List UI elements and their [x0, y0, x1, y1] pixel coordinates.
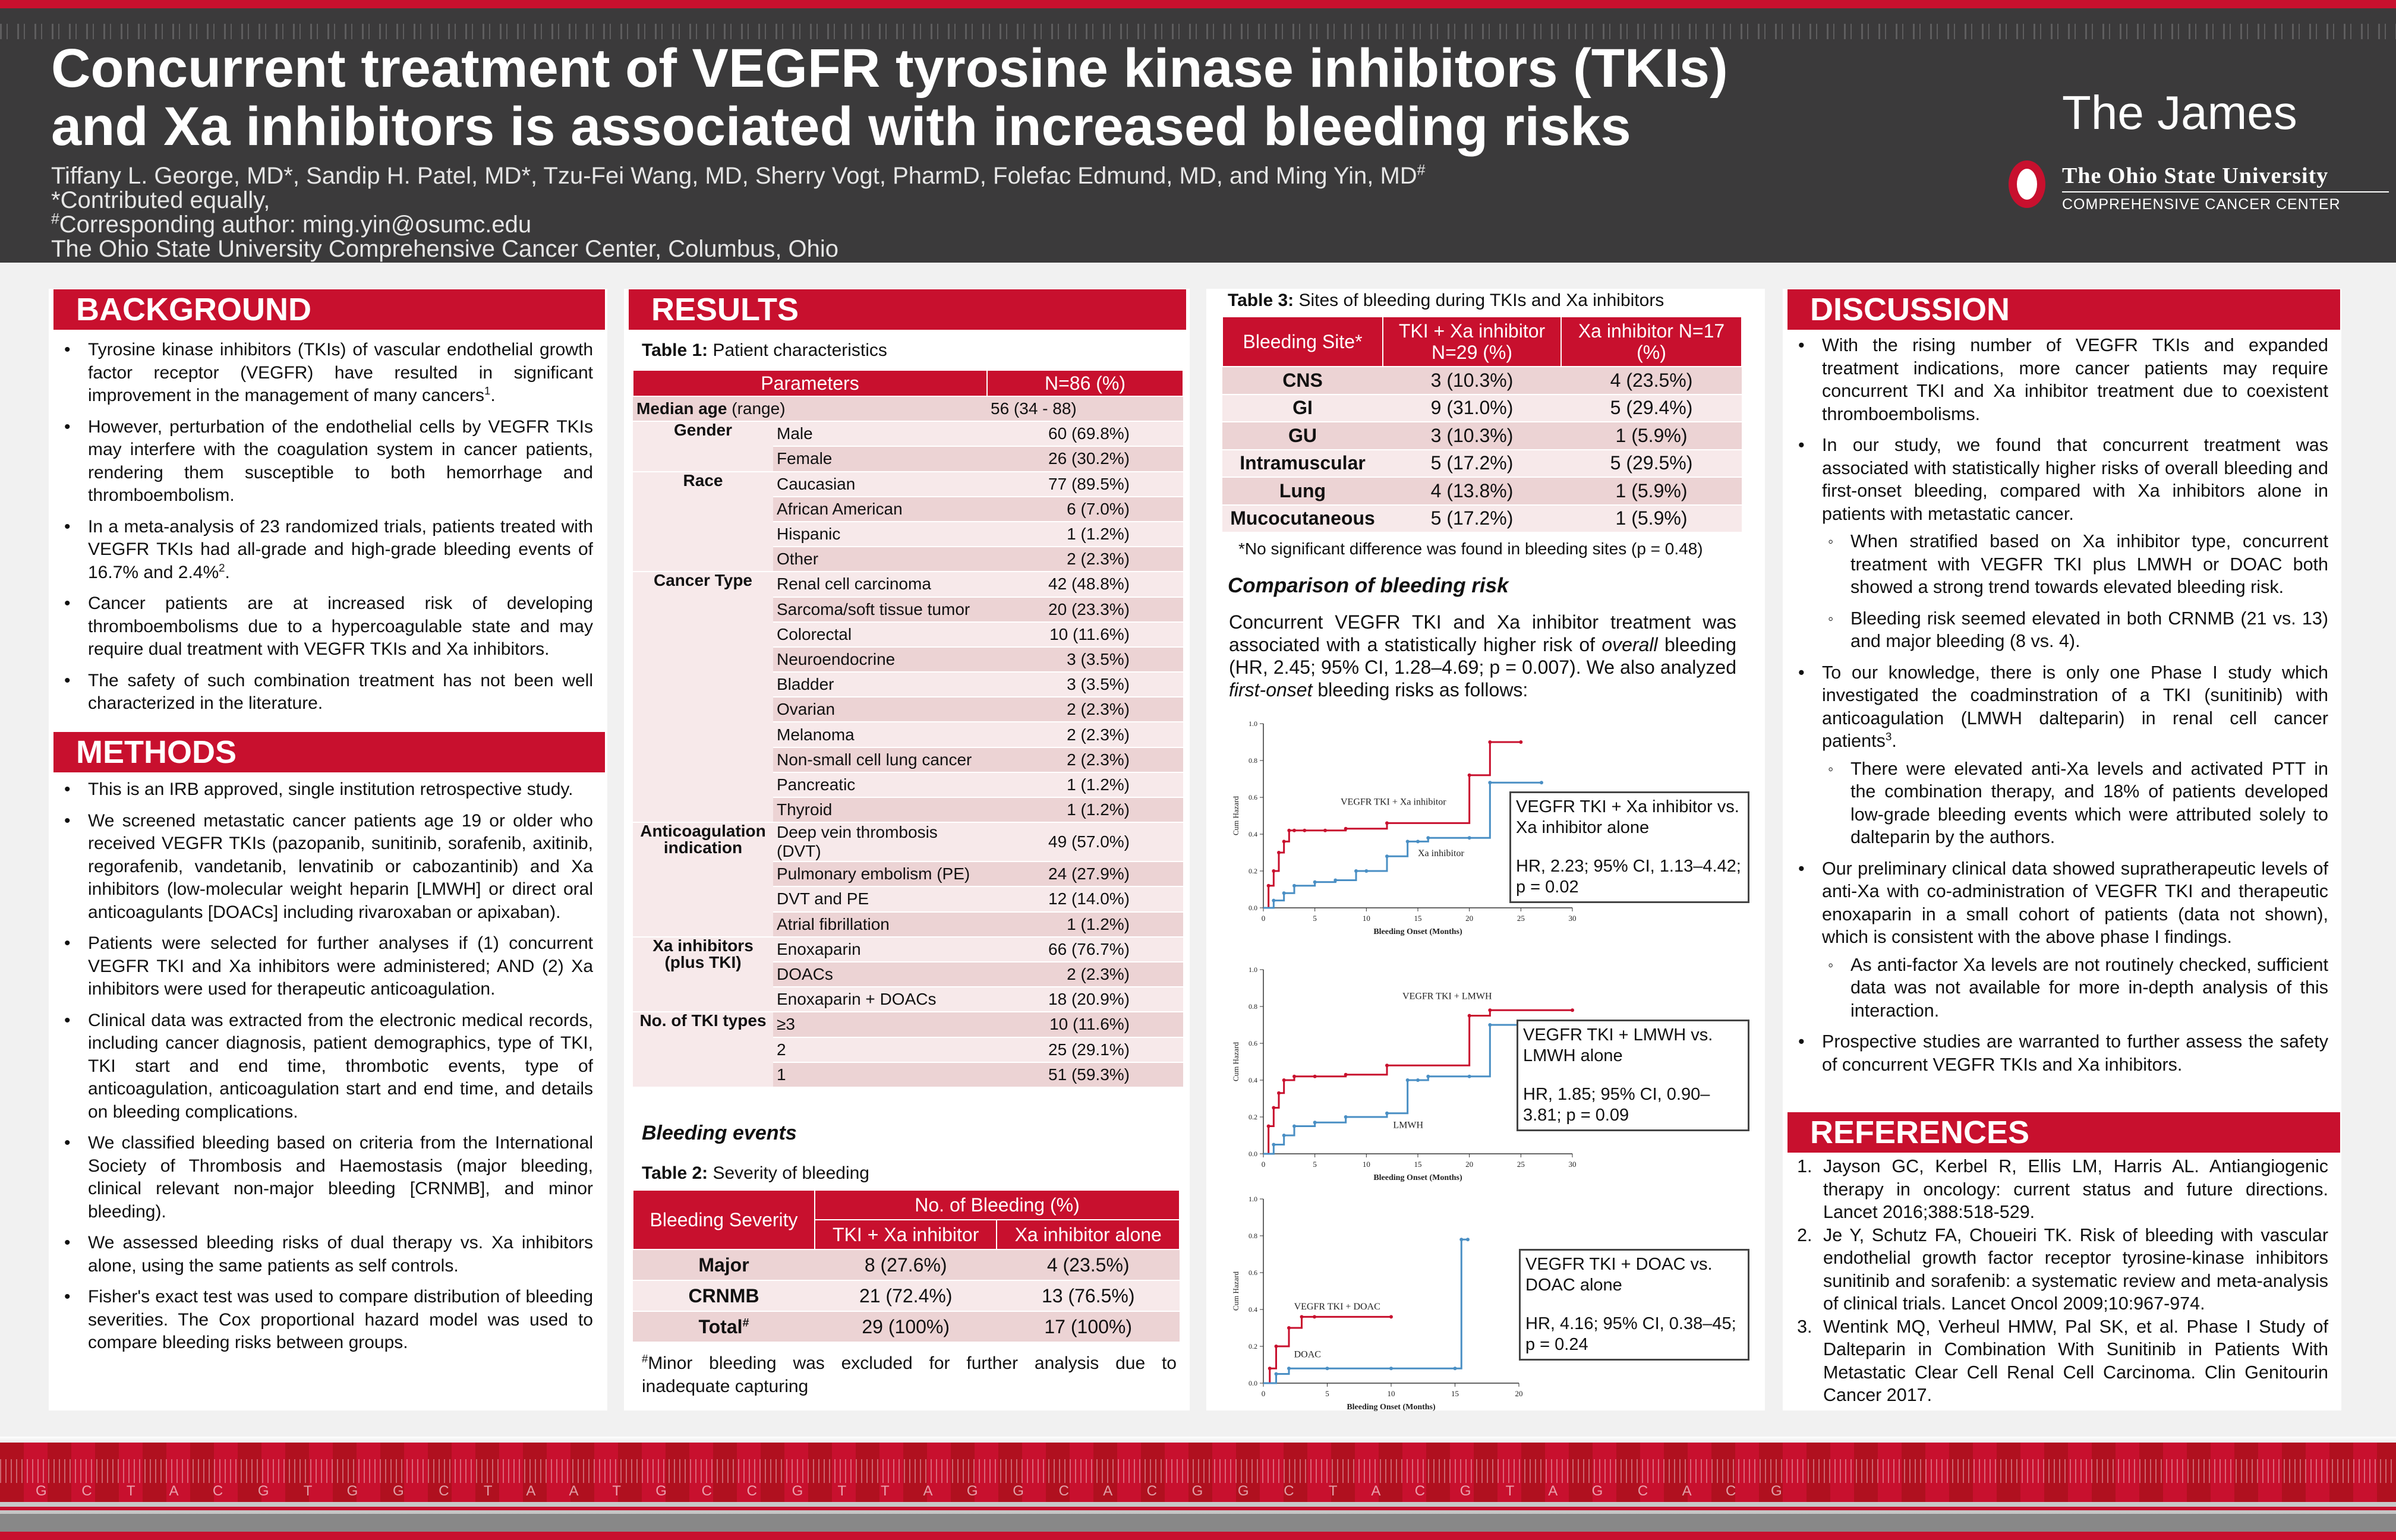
site-value: 1 (5.9%): [1561, 422, 1742, 450]
row-value: 6 (7.0%): [987, 497, 1183, 522]
contrib-note: *Contributed equally,: [51, 187, 270, 213]
series-point: [1488, 781, 1492, 784]
row-value: 3 (3.5%): [987, 647, 1183, 672]
series-point: [1275, 1372, 1278, 1376]
table-row: Major 8 (27.6%) 4 (23.5%): [633, 1249, 1180, 1280]
reference-item: 2. Je Y, Schutz FA, Choueiri TK. Risk of bleeding with vascular endothelial growth factor receptor tyrosine-kinase inhibitors sunitinib and sorafenib: a systematic review and meta-analysis of clinical trials. Lancet Oncol 2009;10:967-974.: [1817, 1224, 2328, 1315]
bleeding-site: Lung: [1222, 477, 1383, 505]
row-value: 20 (23.3%): [987, 597, 1183, 622]
series-label: VEGFR TKI + LMWH: [1402, 991, 1492, 1002]
row-value: 25 (29.1%): [987, 1037, 1183, 1062]
series-point: [1282, 840, 1286, 843]
table-row: [633, 822, 1183, 861]
x-tick-label: 10: [1362, 914, 1370, 923]
y-tick-label: 0.6: [1249, 1039, 1257, 1047]
series-point: [1267, 884, 1270, 888]
series-point: [1313, 1121, 1317, 1124]
x-tick-label: 15: [1414, 1160, 1422, 1169]
row-item: Neuroendocrine: [773, 647, 987, 672]
row-item: African American: [773, 497, 987, 522]
background-bullet: • However, perturbation of the endothelial cells by VEGFR TKIs may interfere with the coagulation system in cancer patients, rendering them susceptible to both hemorrhage and thromboembolism.: [53, 416, 593, 507]
logo-center: COMPREHENSIVE CANCER CENTER: [2062, 196, 2341, 213]
y-tick-label: 0.6: [1249, 793, 1257, 801]
series-point: [1272, 1106, 1275, 1110]
row-group-label: Cancer Type: [633, 572, 773, 822]
series-point: [1416, 840, 1420, 843]
series-point: [1277, 851, 1281, 854]
row-item: Deep vein thrombosis (DVT): [773, 822, 987, 861]
y-tick-label: 0.8: [1249, 756, 1257, 765]
footer-grey-band: [0, 1514, 2396, 1532]
series-point: [1468, 1075, 1471, 1078]
table-row: [1222, 477, 1742, 505]
row-value: 1 (1.2%): [987, 797, 1183, 822]
author-block: [51, 164, 1953, 261]
series-label: LMWH: [1393, 1120, 1424, 1131]
series-label: VEGFR TKI + DOAC: [1294, 1302, 1380, 1312]
table-row: [633, 472, 1183, 497]
methods-bullet: • This is an IRB approved, single institution retrospective study.: [53, 778, 593, 801]
bleeding-severity-table: [632, 1189, 1180, 1343]
block-o-icon: [2009, 160, 2045, 208]
series-point: [1303, 829, 1306, 832]
x-tick-label: 20: [1465, 1160, 1474, 1169]
series-point: [1354, 869, 1358, 873]
table1-caption: Table 1: Patient characteristics: [642, 340, 887, 360]
row-value: 12 (14.0%): [987, 886, 1183, 911]
table-row: Total# 29 (100%) 17 (100%): [633, 1311, 1180, 1342]
top-accent-bar: [0, 0, 2396, 8]
row-value: 2 (2.3%): [987, 547, 1183, 572]
background-body: [53, 339, 593, 724]
series-point: [1571, 1008, 1574, 1012]
background-bullet: • Cancer patients are at increased risk of developing thromboembolisms due to a hypercoagulable state and may require dual treatment with VEGFR TKIs and Xa inhibitors.: [53, 592, 593, 661]
hr-box-tki-xa: VEGFR TKI + Xa inhibitor vs. Xa inhibitor alone HR, 2.23; 95% CI, 1.13–4.42; p = 0.02: [1509, 791, 1749, 903]
series-point: [1385, 821, 1389, 825]
series-point: [1540, 781, 1543, 784]
row-value: 66 (76.7%): [987, 937, 1183, 962]
row-group-label: Anticoagulation indication: [633, 822, 773, 937]
table2-caption: Table 2: Severity of bleeding: [642, 1163, 869, 1183]
y-tick-label: 1.0: [1249, 965, 1257, 974]
hr-box-tki-lmwh: VEGFR TKI + LMWH vs. LMWH alone HR, 1.85; 95% CI, 0.90–3.81; p = 0.09: [1517, 1020, 1749, 1131]
row-item: 2: [773, 1037, 987, 1062]
footer-bottom-bar: [0, 1532, 2396, 1540]
series-point: [1287, 829, 1291, 832]
series-point: [1268, 1367, 1272, 1370]
table3-note: *No significant difference was found in bleeding sites (p = 0.48): [1238, 539, 1703, 558]
y-tick-label: 0.2: [1249, 867, 1257, 875]
site-value: 3 (10.3%): [1383, 422, 1561, 450]
series-point: [1385, 854, 1389, 858]
references-heading: REFERENCES: [1787, 1112, 2340, 1153]
series-point: [1313, 1075, 1317, 1078]
x-tick-label: 5: [1313, 914, 1317, 923]
discussion-subbullet: ◦ There were elevated anti-Xa levels and activated PTT in the combination therapy, and 18% of patients developed low-grade bleeding events which were attributed solely to dalteparin by the authors.: [1822, 758, 2328, 849]
row-item: Other: [773, 547, 987, 572]
row-item: Thyroid: [773, 797, 987, 822]
row-item: DVT and PE: [773, 886, 987, 911]
row-value: 1 (1.2%): [987, 522, 1183, 547]
series-point: [1333, 879, 1337, 882]
logo-rule: [2062, 191, 2389, 192]
row-value: 42 (48.8%): [987, 572, 1183, 597]
table2-header-no: No. of Bleeding (%): [815, 1190, 1180, 1220]
series-point: [1300, 1315, 1304, 1318]
series-label: VEGFR TKI + Xa inhibitor: [1341, 797, 1446, 807]
series-point: [1488, 1023, 1492, 1027]
table-row: [1222, 505, 1742, 533]
series-point: [1282, 891, 1286, 895]
discussion-bullet: • With the rising number of VEGFR TKIs and expanded treatment indications, more cancer patients may require concurrent TKI and Xa inhibitor treatment due to coexistent thromboembolisms.: [1787, 334, 2328, 425]
hr-box-tki-doac: VEGFR TKI + DOAC vs. DOAC alone HR, 4.16; 95% CI, 0.38–45; p = 0.24: [1519, 1249, 1749, 1361]
discussion-subbullet: ◦ When stratified based on Xa inhibitor type, concurrent treatment with VEGFR TKI plus LMWH or DOAC both showed a strong trend towards elevated bleeding risk.: [1822, 530, 2328, 599]
row-value: 2 (2.3%): [987, 697, 1183, 722]
row-item: ≥3: [773, 1012, 987, 1037]
results-heading: RESULTS: [629, 289, 1186, 330]
x-tick-label: 0: [1261, 1160, 1266, 1169]
header-pattern: [0, 24, 2396, 39]
site-value: 5 (17.2%): [1383, 450, 1561, 478]
site-value: 1 (5.9%): [1561, 477, 1742, 505]
row-item: Enoxaparin: [773, 937, 987, 962]
series-point: [1277, 1091, 1281, 1095]
bleeding-site: Intramuscular: [1222, 450, 1383, 478]
series-point: [1282, 1078, 1286, 1082]
discussion-body: [1787, 334, 2328, 1084]
site-value: 5 (29.5%): [1561, 450, 1742, 478]
row-value: 49 (57.0%): [987, 822, 1183, 861]
row-item: Pancreatic: [773, 772, 987, 797]
logo-brand: The James: [2062, 86, 2297, 139]
row-item: DOACs: [773, 962, 987, 987]
series-point: [1344, 1115, 1348, 1119]
table-row: [633, 937, 1183, 962]
footer-rule: [0, 1507, 2396, 1510]
y-tick-label: 0.2: [1249, 1342, 1257, 1350]
series-point: [1344, 827, 1348, 831]
y-axis-label: Cum Hazard: [1231, 1042, 1240, 1082]
row-item: Atrial fibrillation: [773, 912, 987, 937]
series-point: [1468, 774, 1471, 777]
series-point: [1519, 740, 1522, 744]
series-point: [1459, 1238, 1463, 1241]
discussion-subbullet: ◦ Bleeding risk seemed elevated in both CRNMB (21 vs. 13) and major bleeding (8 vs. 4).: [1822, 607, 2328, 653]
discussion-bullet: • In our study, we found that concurrent treatment was associated with statistically higher risks of overall bleeding and first-onset bleeding, compared with Xa inhibitors alone in patients with metastatic cancer. ◦ When stratified based on Xa inhibitor type, concurrent treatment with VEGFR TKI plus LMWH or DOAC both showed a strong trend towards elevated bleeding risk. ◦ Bleeding risk seemed elevated in both CRNMB (21 vs. 13) and major bleeding (8 vs. 4).: [1787, 434, 2328, 653]
row-item: 1: [773, 1062, 987, 1087]
methods-bullet: • Patients were selected for further analyses if (1) concurrent VEGFR TKI and Xa inhibitors were administered; AND (2) Xa inhibitors were used for therapeutic anticoagulation.: [53, 932, 593, 1001]
x-tick-label: 20: [1515, 1389, 1523, 1398]
x-tick-label: 0: [1261, 1389, 1266, 1398]
poster-title: [51, 39, 1953, 156]
methods-bullet: • Fisher's exact test was used to compare distribution of bleeding severities. The Cox proportional hazard model was used to compare bleeding risks between groups.: [53, 1286, 593, 1355]
table1-header-parameters: Parameters: [633, 370, 987, 396]
table3-header-site: Bleeding Site*: [1222, 317, 1383, 367]
row-item: Hispanic: [773, 522, 987, 547]
row-item: Caucasian: [773, 472, 987, 497]
x-tick-label: 10: [1387, 1389, 1395, 1398]
comparison-text: Concurrent VEGFR TKI and Xa inhibitor treatment was associated with a statistically higher risk of overall bleeding (HR, 2.45; 95% CI, 1.28–4.69; p = 0.007). We also analyzed first-onset bleeding risks as follows:: [1229, 611, 1737, 700]
x-tick-label: 10: [1362, 1160, 1370, 1169]
row-value: 24 (27.9%): [987, 861, 1183, 886]
bleeding-site: CNS: [1222, 367, 1383, 395]
x-axis-label: Bleeding Onset (Months): [1373, 1173, 1462, 1182]
bleeding-site: GI: [1222, 395, 1383, 422]
references-body: [1793, 1155, 2328, 1407]
row-item: Female: [773, 446, 987, 471]
row-value: 1 (1.2%): [987, 772, 1183, 797]
y-axis-label: Cum Hazard: [1231, 1271, 1240, 1311]
x-tick-label: 30: [1568, 914, 1577, 923]
series-point: [1406, 840, 1410, 843]
comparison-heading: Comparison of bleeding risk: [1228, 574, 1509, 597]
series-point: [1272, 869, 1275, 873]
row-value: 2 (2.3%): [987, 962, 1183, 987]
x-axis-label: Bleeding Onset (Months): [1373, 927, 1462, 936]
series-point: [1385, 1064, 1389, 1067]
row-value: 77 (89.5%): [987, 472, 1183, 497]
bleeding-events-heading: Bleeding events: [642, 1122, 797, 1144]
series-point: [1272, 899, 1275, 902]
series-point: [1389, 1367, 1393, 1370]
table2-header-severity: Bleeding Severity: [633, 1190, 815, 1249]
series-point: [1344, 1073, 1348, 1077]
series-label: DOAC: [1294, 1349, 1321, 1360]
series-point: [1426, 836, 1430, 840]
row-value: 10 (11.6%): [987, 1012, 1183, 1037]
table-row: [633, 396, 1183, 421]
row-item: Male: [773, 421, 987, 446]
series-point: [1468, 836, 1471, 840]
x-tick-label: 15: [1414, 914, 1422, 923]
row-item: Non-small cell lung cancer: [773, 747, 987, 772]
row-value: 60 (69.8%): [987, 421, 1183, 446]
series-point: [1385, 1112, 1389, 1115]
discussion-subbullet: ◦ As anti-factor Xa levels are not routinely checked, sufficient data was not available for more in-depth analysis of this interaction.: [1822, 954, 2328, 1023]
table-row: CRNMB 21 (72.4%) 13 (76.5%): [633, 1280, 1180, 1311]
y-tick-label: 0.4: [1249, 830, 1257, 838]
row-group-label: Xa inhibitors (plus TKI): [633, 937, 773, 1012]
footer-pattern: [0, 1459, 2396, 1483]
series-point: [1466, 1238, 1470, 1241]
footer-dna-sequence: G C T A C G T G G C T A A T G C C G T T A G G C A C G G C T A C G T A G C A C G: [36, 1483, 1798, 1499]
table3-caption: Table 3: Sites of bleeding during TKIs and Xa inhibitors: [1228, 291, 1664, 310]
discussion-heading: DISCUSSION: [1787, 289, 2340, 330]
patient-characteristics-table: [632, 370, 1184, 1088]
y-tick-label: 0.4: [1249, 1305, 1257, 1314]
site-value: 9 (31.0%): [1383, 395, 1561, 422]
methods-heading: METHODS: [53, 732, 605, 772]
table-row: [1222, 395, 1742, 422]
row-item: Sarcoma/soft tissue tumor: [773, 597, 987, 622]
series-point: [1323, 829, 1327, 832]
y-tick-label: 1.0: [1249, 1195, 1257, 1203]
discussion-bullet: • Prospective studies are warranted to further assess the safety of concurrent VEGFR TKIs and Xa inhibitors.: [1787, 1030, 2328, 1076]
table-row: [1222, 367, 1742, 395]
series-label: Xa inhibitor: [1418, 848, 1464, 859]
series-point: [1292, 829, 1296, 832]
table2-header-combo: TKI + Xa inhibitor: [815, 1220, 997, 1249]
poster-footer: [0, 1437, 2396, 1540]
series-point: [1468, 1014, 1471, 1018]
y-tick-label: 0.2: [1249, 1113, 1257, 1121]
x-tick-label: 30: [1568, 1160, 1577, 1169]
osu-james-logo: [2009, 86, 2341, 228]
author-list: Tiffany L. George, MD*, Sandip H. Patel, MD*, Tzu-Fei Wang, MD, Sherry Vogt, PharmD, Folefac Edmund, MD, and Ming Yin, MD#: [51, 162, 1426, 189]
x-tick-label: 5: [1313, 1160, 1317, 1169]
poster-header: [0, 8, 2396, 263]
row-value: 3 (3.5%): [987, 672, 1183, 697]
methods-bullet: • Clinical data was extracted from the electronic medical records, including cancer diagnosis, patient demographics, type of TKI, TKI start and end time, thrombotic events, type of anticoagulation, anticoagulation start and end time, and details on bleeding complications.: [53, 1009, 593, 1124]
series-point: [1282, 1134, 1286, 1137]
table-row: [633, 1012, 1183, 1037]
background-heading: BACKGROUND: [53, 289, 605, 330]
y-tick-label: 0.4: [1249, 1076, 1257, 1084]
series-point: [1272, 1143, 1275, 1147]
row-item: Colorectal: [773, 622, 987, 647]
table-row: [633, 421, 1183, 446]
y-tick-label: 0.8: [1249, 1002, 1257, 1011]
series-point: [1313, 1315, 1316, 1318]
row-value: 2 (2.3%): [987, 747, 1183, 772]
series-point: [1416, 1078, 1420, 1082]
corresponding-author: #Corresponding author: ming.yin@osumc.edu: [51, 211, 532, 238]
series-point: [1364, 869, 1368, 873]
methods-bullet: • We screened metastatic cancer patients age 19 or older who received VEGFR TKIs (pazopanib, sunitinib, sorafenib, axitinib, regorafenib, vandetanib, lenvatinib or cabozantinib) and Xa inhibitors (low-molecular weight heparin [LMWH] or direct oral anticoagulants [DOACs] including rivaroxaban or apixaban).: [53, 810, 593, 924]
x-tick-label: 5: [1325, 1389, 1329, 1398]
series-point: [1488, 740, 1492, 744]
x-tick-label: 25: [1517, 914, 1525, 923]
bleeding-site: GU: [1222, 422, 1383, 450]
title-line-1: Concurrent treatment of VEGFR tyrosine kinase inhibitors (TKIs): [51, 38, 1728, 99]
median-age-value: 56 (34 - 88): [987, 396, 1183, 421]
y-tick-label: 0.0: [1249, 904, 1257, 912]
series-point: [1292, 1075, 1296, 1078]
x-tick-label: 25: [1517, 1160, 1525, 1169]
series-point: [1287, 1367, 1291, 1370]
bleeding-site: Mucocutaneous: [1222, 505, 1383, 533]
table-row: [633, 572, 1183, 597]
row-item: Renal cell carcinoma: [773, 572, 987, 597]
y-tick-label: 0.0: [1249, 1150, 1257, 1158]
table-row: [1222, 450, 1742, 478]
discussion-bullet: • To our knowledge, there is only one Phase I study which investigated the coadminstration of a TKI (sunitinib) with anticoagulation (LMWH dalteparin) in renal cell cancer patients$^3$. ◦ There were elevated anti-Xa levels and activated PTT in the combination therapy, and 18% of patients developed low-grade bleeding events which were attributed solely to dalteparin by the authors.: [1787, 661, 2328, 849]
series-point: [1406, 1078, 1410, 1082]
reference-item: 3. Wentink MQ, Verheul HMW, Pal SK, et al. Phase I Study of Dalteparin in Combination With Sunitinib in Patients With Metastatic Clear Cell Renal Cell Carcinoma. Clin Genitourin Cancer 2017.: [1817, 1315, 2328, 1407]
series-point: [1292, 1125, 1296, 1128]
row-value: 26 (30.2%): [987, 446, 1183, 471]
table2-note: #Minor bleeding was excluded for further analysis due to inadequate capturing: [642, 1352, 1177, 1396]
site-value: 1 (5.9%): [1561, 505, 1742, 533]
background-bullet: • Tyrosine kinase inhibitors (TKIs) of vascular endothelial growth factor receptor (VEGFR) have resulted in significant improvement in the management of many cancers$^1$.: [53, 339, 593, 408]
bleeding-sites-table: [1222, 316, 1742, 533]
x-axis-label: Bleeding Onset (Months): [1347, 1403, 1436, 1412]
site-value: 4 (23.5%): [1561, 367, 1742, 395]
methods-bullet: • We classified bleeding based on criteria from the International Society of Thrombosis and Haemostasis (major bleeding, clinical relevant non-major bleeding [CRNMB], and minor bleeding).: [53, 1132, 593, 1223]
background-bullet: • The safety of such combination treatment has not been well characterized in the literature.: [53, 670, 593, 715]
series-point: [1454, 1367, 1457, 1370]
site-value: 5 (17.2%): [1383, 505, 1561, 533]
row-value: 10 (11.6%): [987, 622, 1183, 647]
median-age-label: Median age (range): [633, 396, 987, 421]
x-tick-label: 20: [1465, 914, 1474, 923]
title-line-2: and Xa inhibitors is associated with increased bleeding risks: [51, 96, 1631, 157]
discussion-bullet: • Our preliminary clinical data showed supratherapeutic levels of anti-Xa with co-administration of VEGFR TKI and therapeutic enoxaparin in a small cohort of patients (data not shown), which is consistent with the above phase I findings. ◦ As anti-factor Xa levels are not routinely checked, sufficient data was not available for more in-depth analysis of this interaction.: [1787, 857, 2328, 1023]
y-axis-label: Cum Hazard: [1231, 796, 1240, 836]
series-line: [1263, 742, 1521, 908]
row-value: 18 (20.9%): [987, 987, 1183, 1012]
series-point: [1267, 1125, 1270, 1128]
row-group-label: No. of TKI types: [633, 1012, 773, 1087]
series-point: [1488, 1008, 1492, 1012]
row-item: Enoxaparin + DOACs: [773, 987, 987, 1012]
series-point: [1287, 1326, 1291, 1330]
methods-bullet: • We assessed bleeding risks of dual therapy vs. Xa inhibitors alone, using the same patients as self controls.: [53, 1232, 593, 1277]
site-value: 5 (29.4%): [1561, 395, 1742, 422]
series-point: [1313, 881, 1317, 884]
y-tick-label: 0.6: [1249, 1268, 1257, 1277]
y-tick-label: 1.0: [1249, 719, 1257, 728]
row-group-label: Race: [633, 472, 773, 572]
table1-header-n: N=86 (%): [987, 370, 1183, 396]
methods-body: [53, 778, 593, 1363]
row-value: 2 (2.3%): [987, 722, 1183, 747]
row-group-label: Gender: [633, 421, 773, 471]
table3-header-combo: TKI + Xa inhibitor N=29 (%): [1383, 317, 1561, 367]
table2-header-alone: Xa inhibitor alone: [997, 1220, 1180, 1249]
logo-university: The Ohio State University: [2062, 163, 2329, 188]
row-item: Melanoma: [773, 722, 987, 747]
row-value: 1 (1.2%): [987, 912, 1183, 937]
series-point: [1275, 1345, 1278, 1348]
background-bullet: • In a meta-analysis of 23 randomized trials, patients treated with VEGFR TKIs had all-grade and high-grade bleeding events of 16.7% and 2.4%$^2$.: [53, 516, 593, 585]
series-point: [1326, 1367, 1329, 1370]
series-point: [1426, 1075, 1430, 1078]
institution: The Ohio State University Comprehensive Cancer Center, Columbus, Ohio: [51, 236, 839, 262]
x-tick-label: 15: [1451, 1389, 1459, 1398]
series-point: [1389, 1315, 1393, 1318]
row-value: 51 (59.3%): [987, 1062, 1183, 1087]
series-point: [1292, 884, 1296, 888]
site-value: 3 (10.3%): [1383, 367, 1561, 395]
site-value: 4 (13.8%): [1383, 477, 1561, 505]
table3-header-alone: Xa inhibitor N=17 (%): [1561, 317, 1742, 367]
row-item: Bladder: [773, 672, 987, 697]
reference-item: 1. Jayson GC, Kerbel R, Ellis LM, Harris AL. Antiangiogenic therapy in oncology: current status and future directions. Lancet 2016;388:518-529.: [1817, 1155, 2328, 1224]
x-tick-label: 0: [1261, 914, 1266, 923]
y-tick-label: 0.0: [1249, 1379, 1257, 1387]
row-item: Pulmonary embolism (PE): [773, 861, 987, 886]
y-tick-label: 0.8: [1249, 1232, 1257, 1240]
table-row: [1222, 422, 1742, 450]
row-item: Ovarian: [773, 697, 987, 722]
